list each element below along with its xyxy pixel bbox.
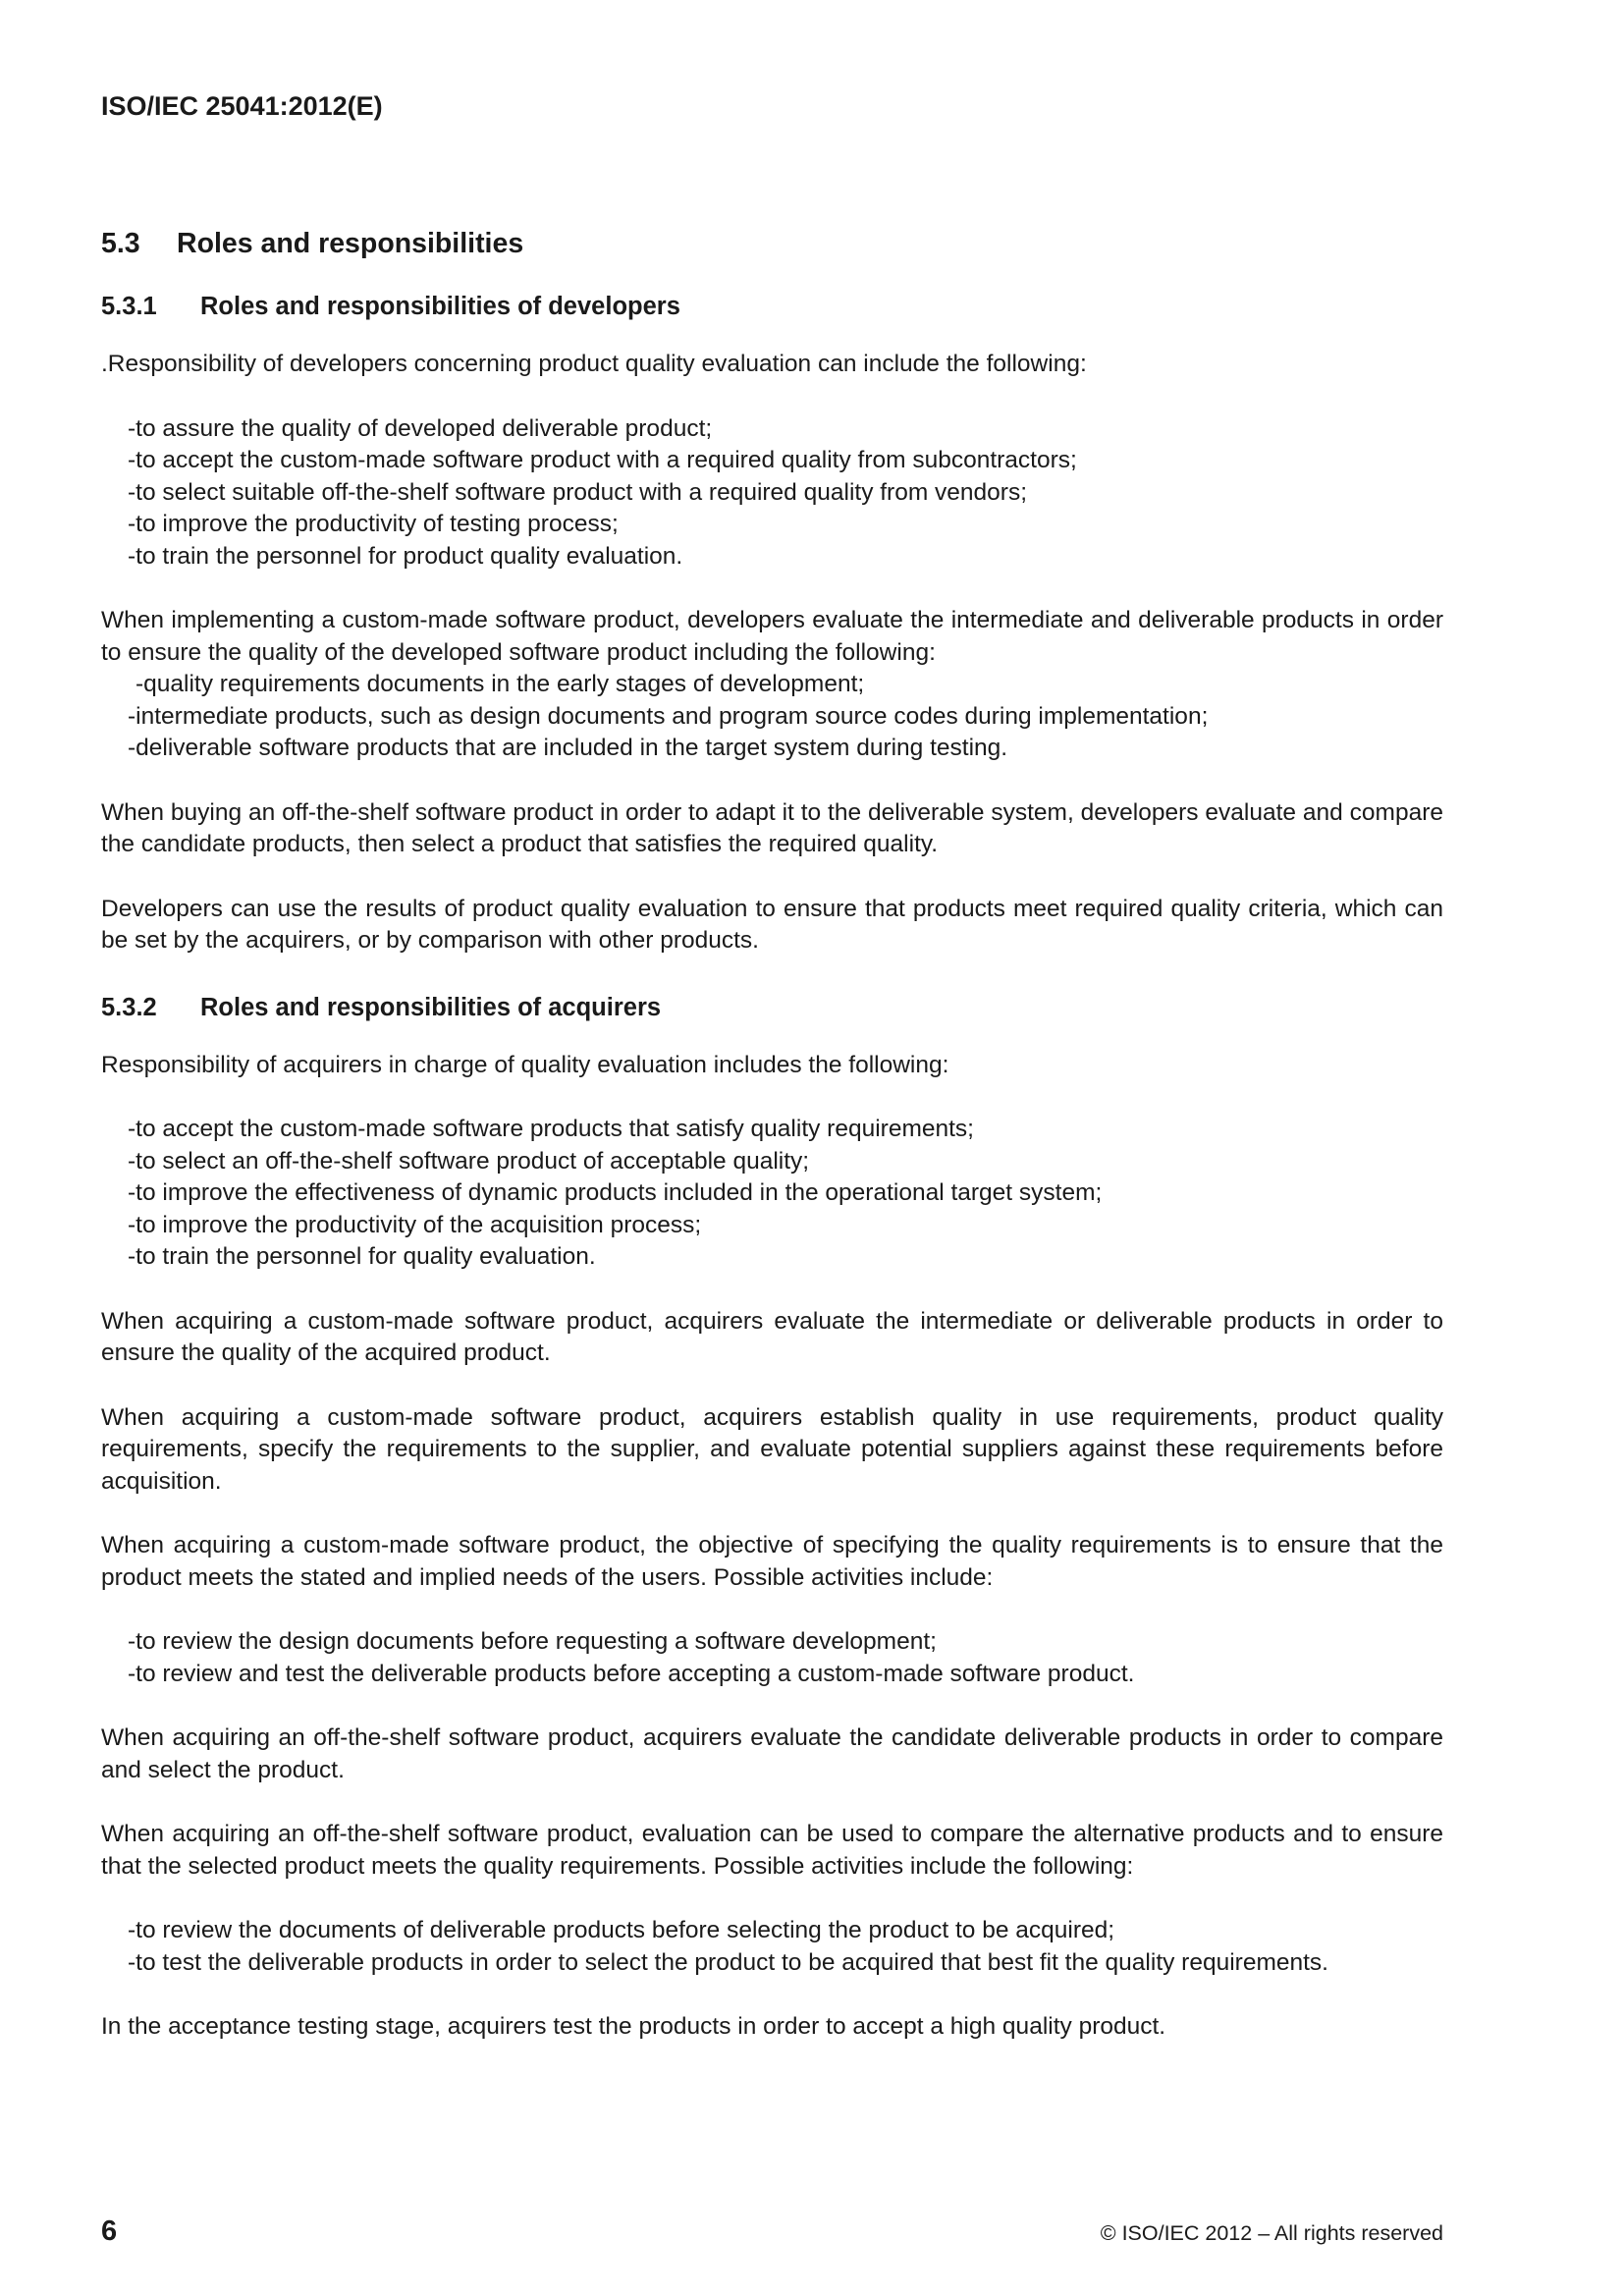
developers-responsibility-list	[101, 413, 1443, 574]
list-item: -to review the design documents before requesting a software development;	[128, 1628, 937, 1655]
list-item: -to improve the productivity of testing process;	[128, 511, 619, 537]
acquirers-paragraph-2: When acquiring a custom-made software product, acquirers establish quality in use requirements, product quality requirements, specify the requirements to the supplier, and evaluate potential suppliers against these requirements before acquisition.	[101, 1403, 1443, 1495]
list-item: -quality requirements documents in the early stages of development;	[135, 671, 865, 697]
list-item: -to review and test the deliverable products before accepting a custom-made software product.	[128, 1660, 1135, 1687]
list-item: -to select an off-the-shelf software product of acceptable quality;	[128, 1147, 810, 1175]
subsection-number: 5.3.1	[101, 293, 157, 320]
page-number: 6	[101, 2215, 118, 2247]
acquirers-offtheshelf-list	[101, 1915, 1443, 1979]
subsection-heading-developers	[101, 289, 1443, 324]
page-content	[101, 224, 1443, 2076]
developers-paragraph-1: When implementing a custom-made software product, developers evaluate the intermediate and deliverable products in order to ensure the quality of the developed software product including the following:	[101, 607, 1443, 666]
list-item: -to train the personnel for product quality evaluation.	[128, 542, 683, 570]
section-title: Roles and responsibilities	[177, 228, 524, 259]
list-item: -to train the personnel for quality evaluation.	[128, 1243, 596, 1270]
subsection-number: 5.3.2	[101, 993, 157, 1021]
list-item: -to improve the productivity of the acquisition process;	[128, 1211, 702, 1238]
list-item: -to accept the custom-made software products that satisfy quality requirements;	[128, 1116, 974, 1142]
acquirers-paragraph-6: In the acceptance testing stage, acquirers test the products in order to accept a high quality product.	[101, 2013, 1166, 2040]
list-item: -to select suitable off-the-shelf software product with a required quality from vendors;	[128, 478, 1028, 506]
developers-evaluation-list	[101, 669, 1443, 765]
developers-paragraph-3: Developers can use the results of product quality evaluation to ensure that products meet required quality criteria, which can be set by the acquirers, or by comparison with other products.	[101, 895, 1443, 954]
list-item-text: -to test the deliverable products in order to select the product to be acquired that best fit the quality requirements.	[128, 1948, 1328, 1976]
subsection-title: Roles and responsibilities of acquirers	[200, 993, 662, 1021]
developers-paragraph-2: When buying an off-the-shelf software product in order to adapt it to the deliverable system, developers evaluate and compare the candidate products, then select a product that satisfies the required quality.	[101, 798, 1443, 857]
subsection-title: Roles and responsibilities of developers	[200, 293, 680, 320]
list-item: -deliverable software products that are included in the target system during testing.	[128, 735, 1008, 761]
list-item	[101, 1947, 1443, 1980]
list-item: -to assure the quality of developed deliverable product;	[128, 414, 713, 442]
section-number: 5.3	[101, 228, 140, 259]
list-item: -to accept the custom-made software product with a required quality from subcontractors;	[128, 447, 1077, 473]
acquirers-paragraph-5: When acquiring an off-the-shelf software product, evaluation can be used to compare the alternative products and to ensure that the selected product meets the quality requirements. Possible activities include the following:	[101, 1821, 1443, 1880]
acquirers-paragraph-1: When acquiring a custom-made software product, acquirers evaluate the intermediate or deliverable products in order to ensure the quality of the acquired product.	[101, 1307, 1443, 1366]
acquirers-intro: Responsibility of acquirers in charge of quality evaluation includes the following:	[101, 1051, 949, 1078]
section-heading	[101, 224, 1443, 263]
acquirers-paragraph-4: When acquiring an off-the-shelf software product, acquirers evaluate the candidate deliverable products in order to compare and select the product.	[101, 1724, 1443, 1783]
subsection-heading-acquirers	[101, 990, 1443, 1025]
list-item: -to review the documents of deliverable products before selecting the product to be acquired;	[128, 1917, 1115, 1943]
developers-intro: .Responsibility of developers concerning product quality evaluation can include the following:	[101, 351, 1087, 377]
list-item: -to improve the effectiveness of dynamic products included in the operational target system;	[128, 1179, 1103, 1206]
acquirers-paragraph-3: When acquiring a custom-made software product, the objective of specifying the quality requirements is to ensure that the product meets the stated and implied needs of the users. Possible activities include:	[101, 1532, 1443, 1591]
document-identifier: ISO/IEC 25041:2012(E)	[101, 91, 383, 121]
list-item: -intermediate products, such as design documents and program source codes during implementation;	[128, 702, 1209, 730]
acquirers-responsibility-list	[101, 1114, 1443, 1274]
acquirers-activities-list	[101, 1626, 1443, 1690]
copyright-notice: © ISO/IEC 2012 – All rights reserved	[1100, 2221, 1443, 2245]
